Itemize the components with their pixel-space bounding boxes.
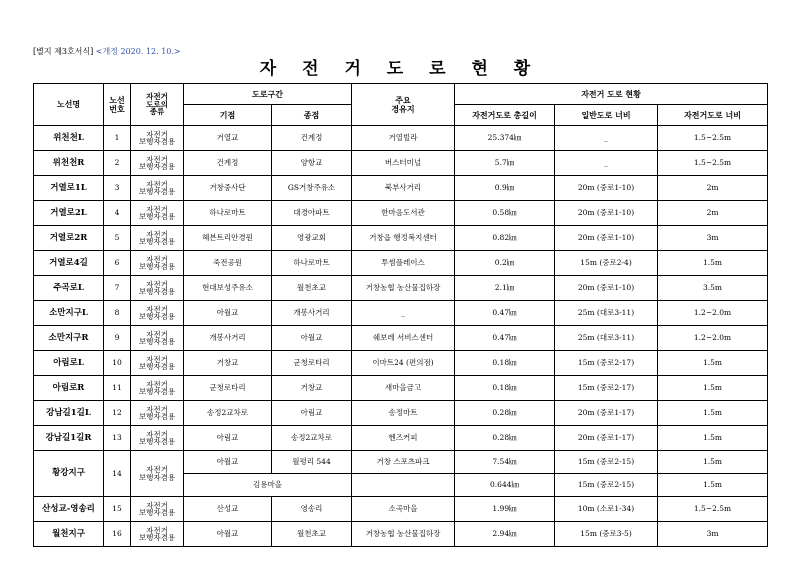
table-row [34, 126, 768, 151]
end-point: 월천초교 [272, 522, 352, 547]
road-type: 자전거 보행자겸용 [131, 176, 184, 201]
route-no: 16 [104, 522, 131, 547]
bike-width: 1.5m [658, 426, 768, 451]
col-road-width: 일반도로 너비 [555, 105, 658, 126]
landmark: 이마트24 (편의점) [352, 351, 455, 376]
route-name: 거열로4길 [34, 251, 104, 276]
route-name: 거열로2R [34, 226, 104, 251]
road-width: 15m (중로2-15) [555, 474, 658, 497]
road-width: 25m (대로3-11) [555, 326, 658, 351]
route-name: 아림로R [34, 376, 104, 401]
total-length: 0.644㎞ [455, 474, 555, 497]
route-no: 8 [104, 301, 131, 326]
bike-width: 1.5m [658, 474, 768, 497]
route-no: 1 [104, 126, 131, 151]
road-type: 자전거 보행자겸용 [131, 376, 184, 401]
road-width: 20m (중로1-10) [555, 201, 658, 226]
landmark: 거창읍 행정복지센터 [352, 226, 455, 251]
total-length: 0.28㎞ [455, 426, 555, 451]
end-point: 송정2교차로 [272, 426, 352, 451]
end-point: 하나로마트 [272, 251, 352, 276]
total-length: 2.1㎞ [455, 276, 555, 301]
revision-date: <개정 2020. 12. 10.> [95, 47, 181, 56]
road-width: 10m (소로1-34) [555, 497, 658, 522]
road-width: 25m (대로3-11) [555, 301, 658, 326]
section-span: 김용마을 [184, 474, 352, 497]
table-row [34, 301, 768, 326]
route-no: 12 [104, 401, 131, 426]
route-name: 강남길1길L [34, 401, 104, 426]
bike-width: 1.5m [658, 376, 768, 401]
road-type: 자전거 보행자겸용 [131, 401, 184, 426]
road-type: 자전거 보행자겸용 [131, 201, 184, 226]
start-point: 아월교 [184, 522, 272, 547]
table-row [34, 326, 768, 351]
bike-width: 3m [658, 522, 768, 547]
route-name: 황강지구 [34, 451, 104, 497]
total-length: 2.94㎞ [455, 522, 555, 547]
table-row [34, 351, 768, 376]
route-no: 5 [104, 226, 131, 251]
bike-width: 1.2~2.0m [658, 301, 768, 326]
col-total-length: 자전거도로 총길이 [455, 105, 555, 126]
road-width: 20m (중로1-10) [555, 226, 658, 251]
landmark: 송정마트 [352, 401, 455, 426]
bike-width: 1.5~2.5m [658, 126, 768, 151]
start-point: 거창중사단 [184, 176, 272, 201]
start-point: 개봉사거리 [184, 326, 272, 351]
route-name: 주곡로L [34, 276, 104, 301]
landmark: 소곡마을 [352, 497, 455, 522]
end-point: 양항교 [272, 151, 352, 176]
bike-width: 1.2~2.0m [658, 326, 768, 351]
end-point: 영광교회 [272, 226, 352, 251]
route-name: 강남길1길R [34, 426, 104, 451]
col-bike-width: 자전거도로 너비 [658, 105, 768, 126]
end-point: GS거창주유소 [272, 176, 352, 201]
route-no: 9 [104, 326, 131, 351]
landmark: 새마을금고 [352, 376, 455, 401]
table-row [34, 176, 768, 201]
road-width: 20m (중로1-10) [555, 176, 658, 201]
table-row [34, 151, 768, 176]
route-name: 위천천L [34, 126, 104, 151]
start-point: 건계정 [184, 151, 272, 176]
road-width: 15m (중로2-15) [555, 451, 658, 474]
road-width: _ [555, 151, 658, 176]
total-length: 0.18㎞ [455, 351, 555, 376]
route-name: 산성교-영송리 [34, 497, 104, 522]
route-name: 월천지구 [34, 522, 104, 547]
route-no: 3 [104, 176, 131, 201]
road-type: 자전거 보행자겸용 [131, 126, 184, 151]
col-section: 도로구간 [184, 84, 352, 105]
landmark: 투썸플레이스 [352, 251, 455, 276]
start-point: 아월교 [184, 451, 272, 474]
table-row [34, 376, 768, 401]
table-row [34, 201, 768, 226]
route-no: 14 [104, 451, 131, 497]
road-type: 자전거 보행자겸용 [131, 276, 184, 301]
table-header [34, 84, 768, 126]
route-no: 10 [104, 351, 131, 376]
col-road-type: 자전거 도로의 종류 [131, 84, 184, 126]
total-length: 0.47㎞ [455, 326, 555, 351]
table-row [34, 451, 768, 474]
start-point: 산성교 [184, 497, 272, 522]
road-type: 자전거 보행자겸용 [131, 426, 184, 451]
end-point: 월천초교 [272, 276, 352, 301]
landmark: 버스터미널 [352, 151, 455, 176]
table-row [34, 226, 768, 251]
road-width: 20m (중로1-10) [555, 276, 658, 301]
bike-width: 1.5m [658, 251, 768, 276]
total-length: 0.82㎞ [455, 226, 555, 251]
road-width: 20m (중로1-17) [555, 426, 658, 451]
landmark: 거창 스포츠파크 [352, 451, 455, 474]
landmark: 북부사거리 [352, 176, 455, 201]
col-route-no: 노선 번호 [104, 84, 131, 126]
route-no: 7 [104, 276, 131, 301]
route-name: 위천천R [34, 151, 104, 176]
start-point: 거창교 [184, 351, 272, 376]
landmark: 거창농협 농산물집하장 [352, 276, 455, 301]
total-length: 0.18㎞ [455, 376, 555, 401]
route-name: 거열로1L [34, 176, 104, 201]
landmark: _ [352, 301, 455, 326]
road-type: 자전거 보행자겸용 [131, 251, 184, 276]
total-length: 5.7㎞ [455, 151, 555, 176]
total-length: 1.99㎞ [455, 497, 555, 522]
end-point: 개봉사거리 [272, 301, 352, 326]
end-point: 월평리 544 [272, 451, 352, 474]
route-no: 4 [104, 201, 131, 226]
total-length: 7.54㎞ [455, 451, 555, 474]
start-point: 송정2교차로 [184, 401, 272, 426]
end-point: 건계정 [272, 126, 352, 151]
road-width: 20m (중로1-17) [555, 401, 658, 426]
total-length: 25.374㎞ [455, 126, 555, 151]
start-point: 죽전공원 [184, 251, 272, 276]
start-point: 아월교 [184, 301, 272, 326]
bike-width: 2m [658, 176, 768, 201]
table-row [34, 401, 768, 426]
road-width: _ [555, 126, 658, 151]
end-point: 군청로타리 [272, 351, 352, 376]
start-point: 헤븐트리안경원 [184, 226, 272, 251]
route-no: 15 [104, 497, 131, 522]
col-end: 종점 [272, 105, 352, 126]
bike-road-table [33, 83, 768, 547]
table-row [34, 497, 768, 522]
col-status: 자전거 도로 현황 [455, 84, 768, 105]
bike-width: 2m [658, 201, 768, 226]
table-row [34, 426, 768, 451]
total-length: 0.9㎞ [455, 176, 555, 201]
road-type: 자전거 보행자겸용 [131, 522, 184, 547]
col-landmark: 주요 경유지 [352, 84, 455, 126]
col-route-name: 노선명 [34, 84, 104, 126]
form-number: [별지 제3호서식] [33, 47, 94, 56]
road-type: 자전거 보행자겸용 [131, 151, 184, 176]
bike-width: 1.5m [658, 401, 768, 426]
road-type: 자전거 보행자겸용 [131, 351, 184, 376]
end-point: 영송리 [272, 497, 352, 522]
start-point: 거열교 [184, 126, 272, 151]
bike-width: 3.5m [658, 276, 768, 301]
road-type: 자전거 보행자겸용 [131, 226, 184, 251]
bike-width: 1.5~2.5m [658, 151, 768, 176]
total-length: 0.28㎞ [455, 401, 555, 426]
route-no: 11 [104, 376, 131, 401]
landmark: 쉐보레 서비스센터 [352, 326, 455, 351]
bike-width: 3m [658, 226, 768, 251]
route-no: 6 [104, 251, 131, 276]
end-point: 아림교 [272, 401, 352, 426]
road-width: 15m (중로2-17) [555, 351, 658, 376]
total-length: 0.58㎞ [455, 201, 555, 226]
bike-width: 1.5~2.5m [658, 497, 768, 522]
route-name: 아림로L [34, 351, 104, 376]
landmark: 거창농협 농산물집하장 [352, 522, 455, 547]
start-point: 군청로타리 [184, 376, 272, 401]
route-name: 거열로2L [34, 201, 104, 226]
total-length: 0.2㎞ [455, 251, 555, 276]
landmark: 헨즈커피 [352, 426, 455, 451]
route-no: 13 [104, 426, 131, 451]
end-point: 거창교 [272, 376, 352, 401]
road-type: 자전거 보행자겸용 [131, 301, 184, 326]
landmark: 거열빌라 [352, 126, 455, 151]
table-row [34, 522, 768, 547]
road-type: 자전거 보행자겸용 [131, 451, 184, 497]
road-width: 15m (중로2-4) [555, 251, 658, 276]
bike-width: 1.5m [658, 451, 768, 474]
col-start: 기점 [184, 105, 272, 126]
road-width: 15m (중로3-5) [555, 522, 658, 547]
road-type: 자전거 보행자겸용 [131, 326, 184, 351]
start-point: 아림교 [184, 426, 272, 451]
start-point: 하나로마트 [184, 201, 272, 226]
table-row [34, 276, 768, 301]
landmark: 한마음도서관 [352, 201, 455, 226]
start-point: 현대보성주유소 [184, 276, 272, 301]
end-point: 대경아파트 [272, 201, 352, 226]
route-no: 2 [104, 151, 131, 176]
table-row [34, 251, 768, 276]
landmark [352, 474, 455, 497]
end-point: 아월교 [272, 326, 352, 351]
bike-width: 1.5m [658, 351, 768, 376]
page-title: 자 전 거 도 로 현 황 [259, 59, 541, 79]
route-name: 소만지구L [34, 301, 104, 326]
route-name: 소만지구R [34, 326, 104, 351]
table-body [34, 126, 768, 547]
road-type: 자전거 보행자겸용 [131, 497, 184, 522]
total-length: 0.47㎞ [455, 301, 555, 326]
road-width: 15m (중로2-17) [555, 376, 658, 401]
